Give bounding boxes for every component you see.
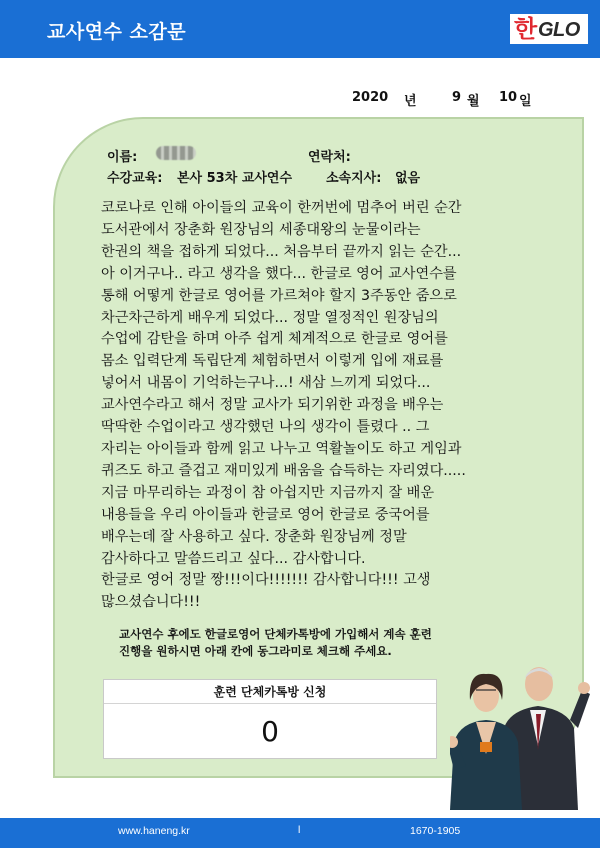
review-line: 차근차근하게 배우게 되었다... 정말 열정적인 원장님의 — [101, 309, 439, 326]
brand-logo — [510, 14, 588, 44]
group-chat-signup-box[interactable] — [103, 679, 437, 759]
date-month-unit: 월 — [467, 94, 480, 109]
branch-label: 소속지사: — [326, 171, 382, 186]
date-year-unit: 년 — [404, 94, 417, 109]
signup-title: 훈련 단체카톡방 신청 — [104, 680, 436, 704]
review-line: 지금 마무리하는 과정이 참 아쉽지만 지금까지 잘 배운 — [101, 484, 435, 501]
review-line: 한권의 책을 접하게 되었다... 처음부터 끝까지 읽는 순간... — [101, 243, 462, 260]
date-day: 10 — [499, 90, 518, 105]
review-line: 넣어서 내몸이 기억하는구나...! 새삼 느끼게 되었다... — [101, 375, 431, 392]
review-line: 코로나로 인해 아이들의 교육이 한꺼번에 멈추어 버린 순간 — [101, 200, 462, 216]
instructors-photo — [450, 650, 590, 810]
website-link[interactable]: www.haneng.kr — [118, 825, 190, 837]
review-line: 많으셨습니다!!! — [101, 594, 201, 611]
review-line: 도서관에서 장춘화 원장님의 세종대왕의 눈물이라는 — [101, 221, 421, 238]
page-footer — [0, 818, 600, 848]
course-value: 본사 53차 교사연수 — [177, 171, 293, 186]
page-header — [0, 0, 600, 58]
date-month: 9 — [452, 90, 462, 105]
review-body — [101, 198, 571, 614]
phone-number: 1670-1905 — [410, 825, 461, 837]
review-line: 한글로 영어 정말 짱!!!이다!!!!!!! 감사합니다!!! 고생 — [101, 572, 431, 589]
date-day-unit: 일 — [519, 94, 532, 109]
course-label: 수강교육: — [107, 171, 163, 186]
logo-text: GLO — [538, 19, 580, 41]
notice-line: 교사연수 후에도 한글로영어 단체카톡방에 가입해서 계속 훈련 — [119, 627, 432, 641]
redacted-name — [156, 146, 196, 160]
name-label: 이름: — [107, 150, 138, 165]
contact-label: 연락처: — [308, 150, 351, 165]
review-line: 딱딱한 수업이라고 생각했던 나의 생각이 틀렸다 .. 그 — [101, 419, 430, 436]
notice-line: 진행을 원하시면 아래 칸에 동그라미로 체크해 주세요. — [119, 644, 392, 658]
logo-mark-icon: 한 — [514, 15, 538, 43]
signup-mark: 0 — [261, 715, 279, 748]
review-line: 자리는 아이들과 함께 읽고 나누고 역활놀이도 하고 게임과 — [101, 440, 462, 457]
review-line: 배우는데 잘 사용하고 싶다. 장춘화 원장님께 정말 — [101, 528, 407, 545]
kakao-group-notice — [119, 626, 479, 660]
review-line: 아 이거구나.. 라고 생각을 했다... 한글로 영어 교사연수를 — [101, 265, 457, 282]
review-line: 퀴즈도 하고 즐겁고 재미있게 배움을 습득하는 자리였다..... — [101, 462, 466, 479]
footer-separator: l — [298, 824, 301, 836]
review-line: 통해 어떻게 한글로 영어를 가르쳐야 할지 3주동안 줌으로 — [101, 287, 457, 304]
review-line: 교사연수라고 해서 정말 교사가 되기위한 과정을 배우는 — [101, 397, 444, 414]
page-title: 교사연수 소감문 — [47, 21, 187, 43]
review-line: 몸소 입력단계 독립단계 체험하면서 이렇게 입에 재료를 — [101, 353, 444, 370]
review-line: 수업에 감탄을 하며 아주 쉽게 체계적으로 한글로 영어를 — [101, 331, 448, 348]
date-year: 2020 — [352, 90, 389, 105]
branch-value: 없음 — [395, 171, 421, 186]
review-line: 감사하다고 말씀드리고 싶다... 감사합니다. — [101, 550, 366, 567]
review-line: 내용들을 우리 아이들과 한글로 영어 한글로 중국어를 — [101, 506, 430, 523]
